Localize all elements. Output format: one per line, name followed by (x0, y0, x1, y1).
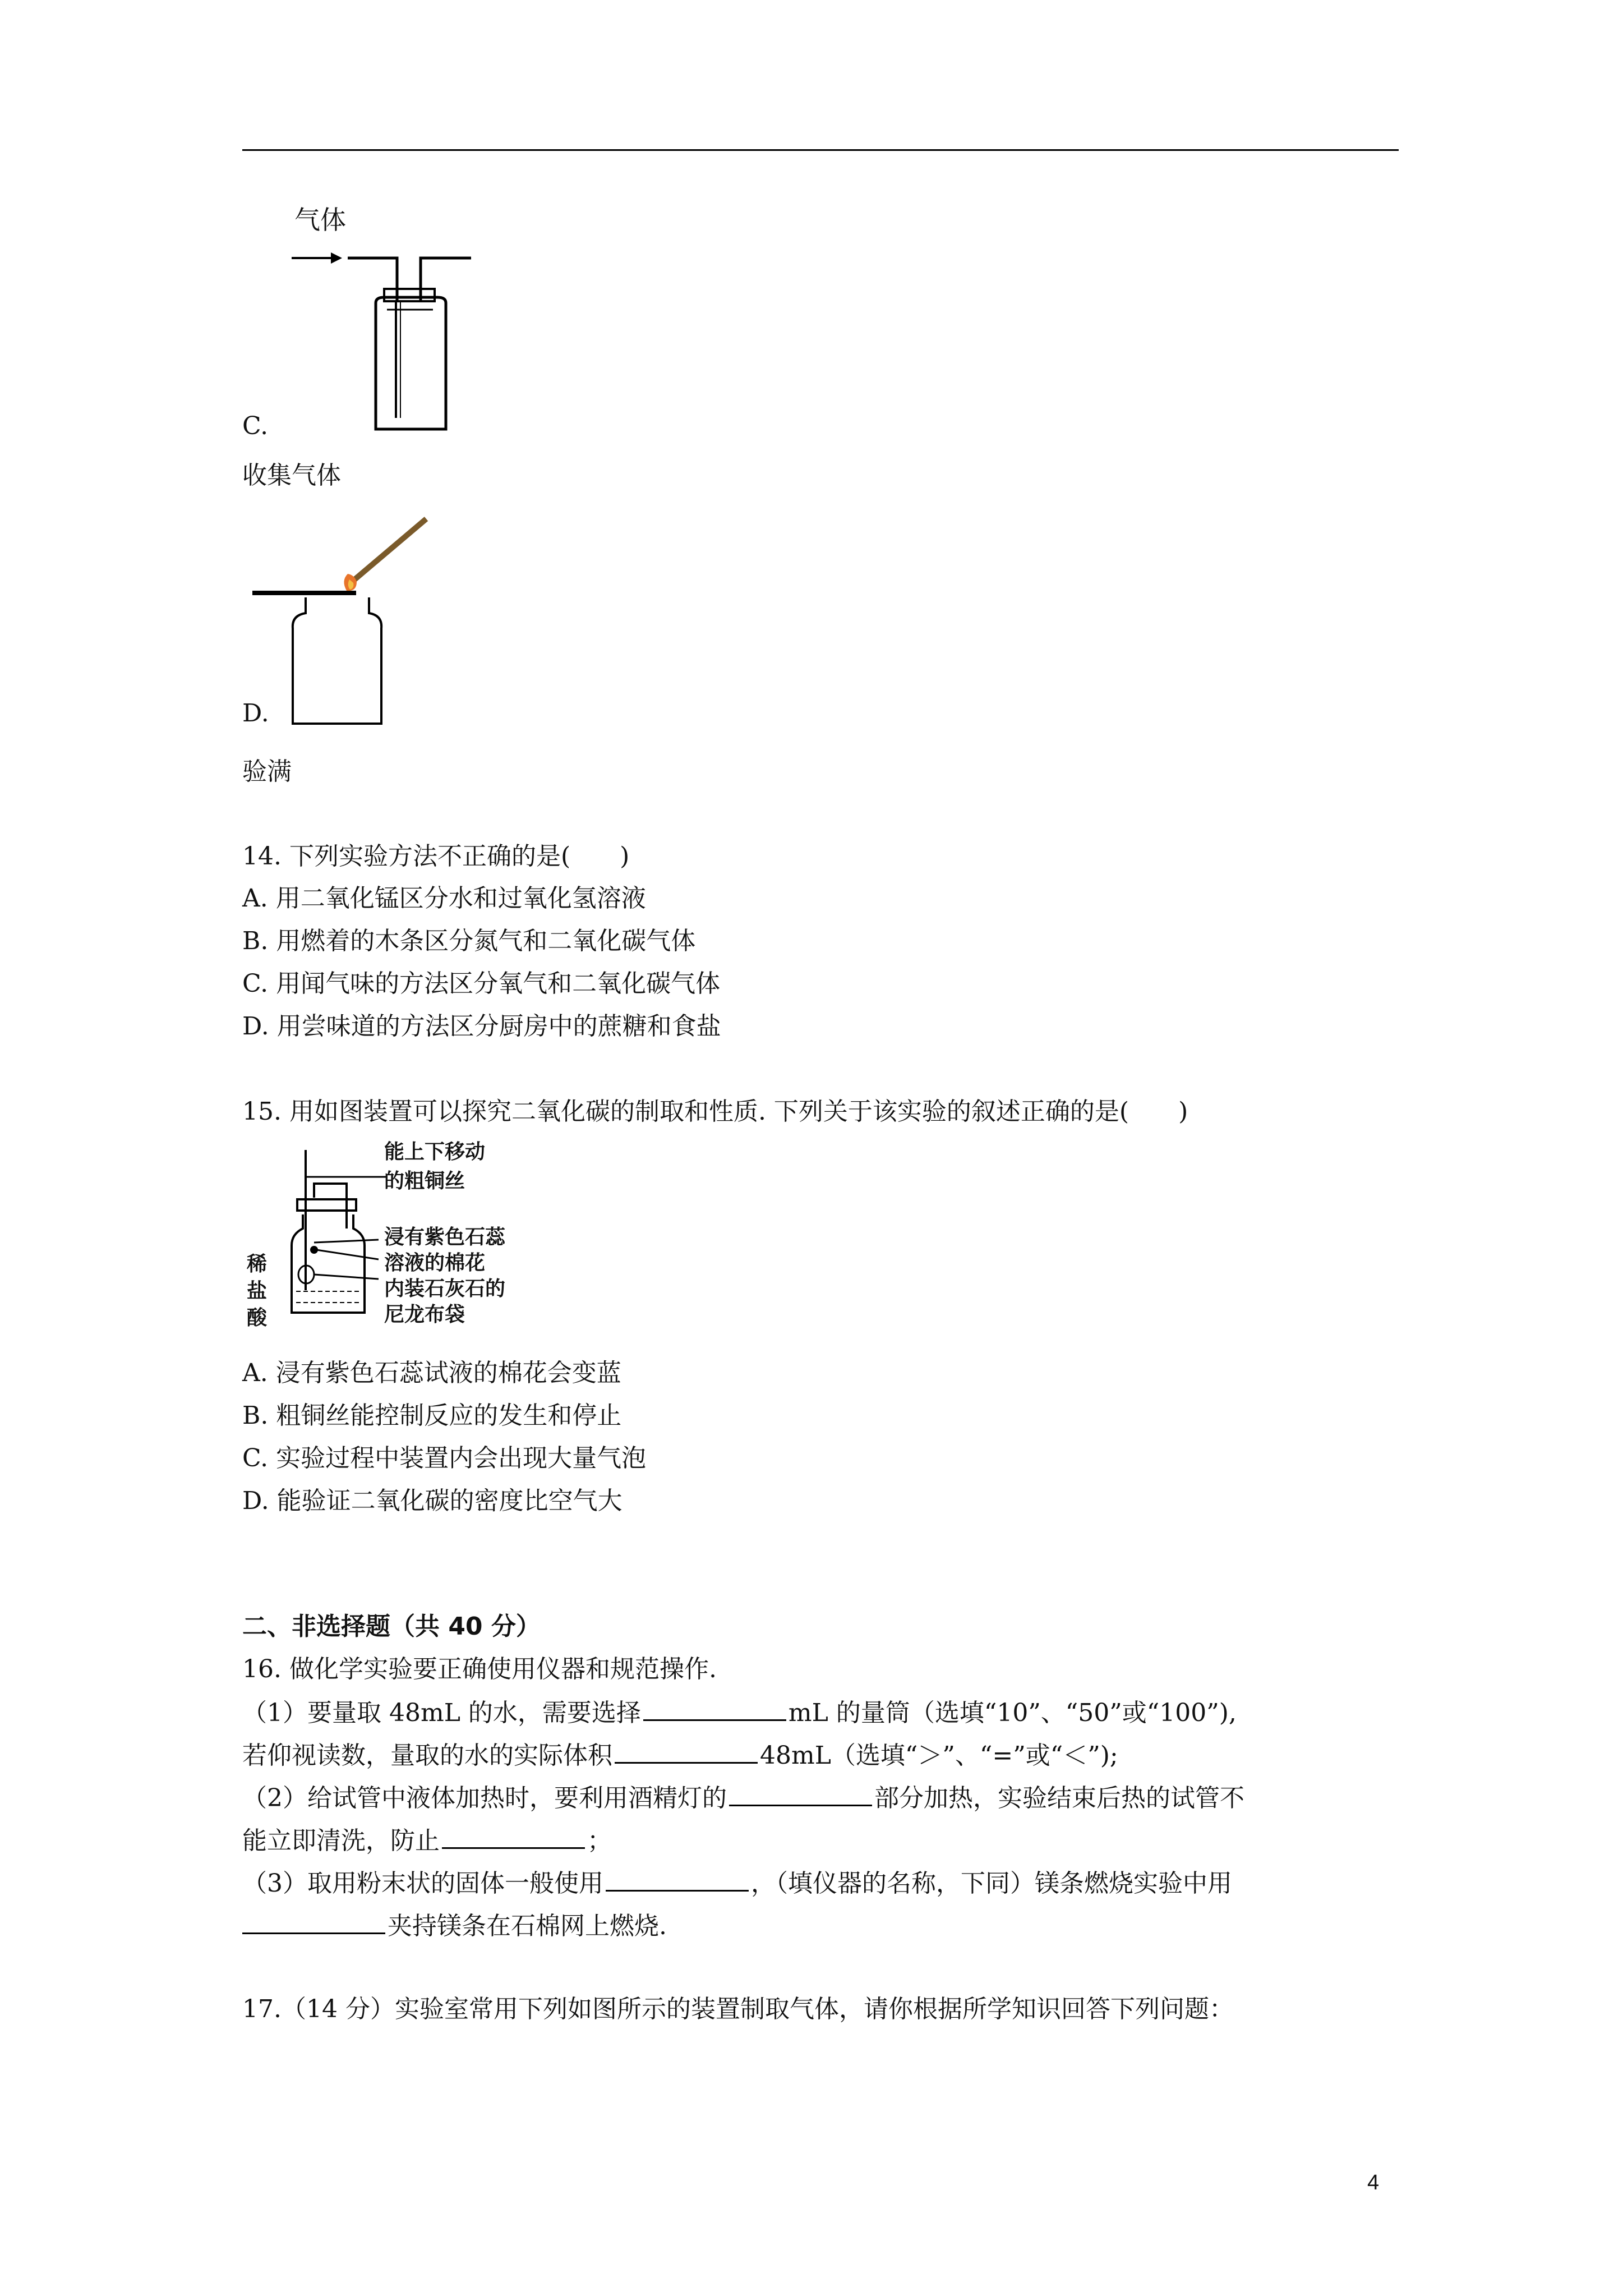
label-acid-3: 酸 (247, 1306, 268, 1329)
q14-option-c: C. 用闻气味的方法区分氧气和二氧化碳气体 (242, 969, 721, 998)
option-c-caption: 收集气体 (242, 461, 341, 490)
q14-option-a: A. 用二氧化锰区分水和过氧化氢溶液 (242, 884, 646, 913)
page-number: 4 (1367, 2171, 1380, 2194)
label-cotton-2: 溶液的棉花 (384, 1251, 486, 1274)
q15-option-b: B. 粗铜丝能控制反应的发生和停止 (242, 1401, 622, 1430)
label-bag-2: 尼龙布袋 (384, 1303, 465, 1326)
option-c-letter: C. (242, 412, 269, 440)
answer-blank-cylinder[interactable] (643, 1695, 786, 1721)
gas-collection-bottle-figure (286, 208, 488, 438)
q16-line-4: 能立即清洗，防止 ； (242, 1823, 612, 1858)
answer-blank-prevent[interactable] (442, 1823, 585, 1849)
q16-line-5: （3）取用粉末状的固体一般使用 ，（填仪器的名称，下同）镁条燃烧实验中用 (242, 1865, 1232, 1901)
q15-option-d: D. 能验证二氧化碳的密度比空气大 (242, 1487, 623, 1515)
gas-label: 气体 (294, 205, 346, 235)
option-d-letter: D. (242, 699, 269, 728)
q16-line-3: （2）给试管中液体加热时，要利用酒精灯的 部分加热，实验结束后热的试管不 (242, 1780, 1244, 1815)
label-copper-wire-1: 能上下移动 (384, 1140, 486, 1163)
label-copper-wire-2: 的粗铜丝 (384, 1170, 465, 1193)
q14-option-b: B. 用燃着的木条区分氮气和二氧化碳气体 (242, 927, 696, 955)
q16-line-6: 夹持镁条在石棉网上燃烧. (242, 1908, 667, 1943)
q16-line-1: （1）要量取 48mL 的水，需要选择 mL 的量筒（选填“10”、“50”或“100”), (242, 1695, 1237, 1730)
q16-line-2: 若仰视读数，量取的水的实际体积 48mL（选填“＞”、“=”或“＜”); (242, 1737, 1118, 1773)
answer-blank-flame[interactable] (729, 1780, 872, 1806)
label-acid-1: 稀 (247, 1253, 268, 1276)
section-2-title: 二、非选择题（共 40 分） (242, 1612, 541, 1641)
q16-stem: 16. 做化学实验要正确使用仪器和规范操作. (242, 1655, 717, 1683)
header-rule (242, 149, 1399, 151)
q14-option-d: D. 用尝味道的方法区分厨房中的蔗糖和食盐 (242, 1012, 721, 1041)
q17-stem: 17.（14 分）实验室常用下列如图所示的装置制取气体，请你根据所学知识回答下列问题： (242, 1995, 1234, 2023)
gas-full-check-figure (247, 508, 432, 732)
answer-blank-tongs[interactable] (242, 1908, 385, 1934)
q14-stem: 14. 下列实验方法不正确的是( ) (242, 842, 630, 871)
label-bag-1: 内装石灰石的 (384, 1277, 506, 1300)
q15-option-c: C. 实验过程中装置内会出现大量气泡 (242, 1444, 647, 1473)
option-d-caption: 验满 (242, 757, 292, 786)
q15-stem: 15. 用如图装置可以探究二氧化碳的制取和性质. 下列关于该实验的叙述正确的是( ) (242, 1097, 1188, 1126)
answer-blank-volume[interactable] (615, 1737, 758, 1764)
q15-option-a: A. 浸有紫色石蕊试液的棉花会变蓝 (242, 1359, 621, 1387)
label-acid-2: 盐 (247, 1280, 268, 1303)
answer-blank-powder-tool[interactable] (606, 1865, 749, 1892)
label-cotton-1: 浸有紫色石蕊 (384, 1226, 506, 1249)
